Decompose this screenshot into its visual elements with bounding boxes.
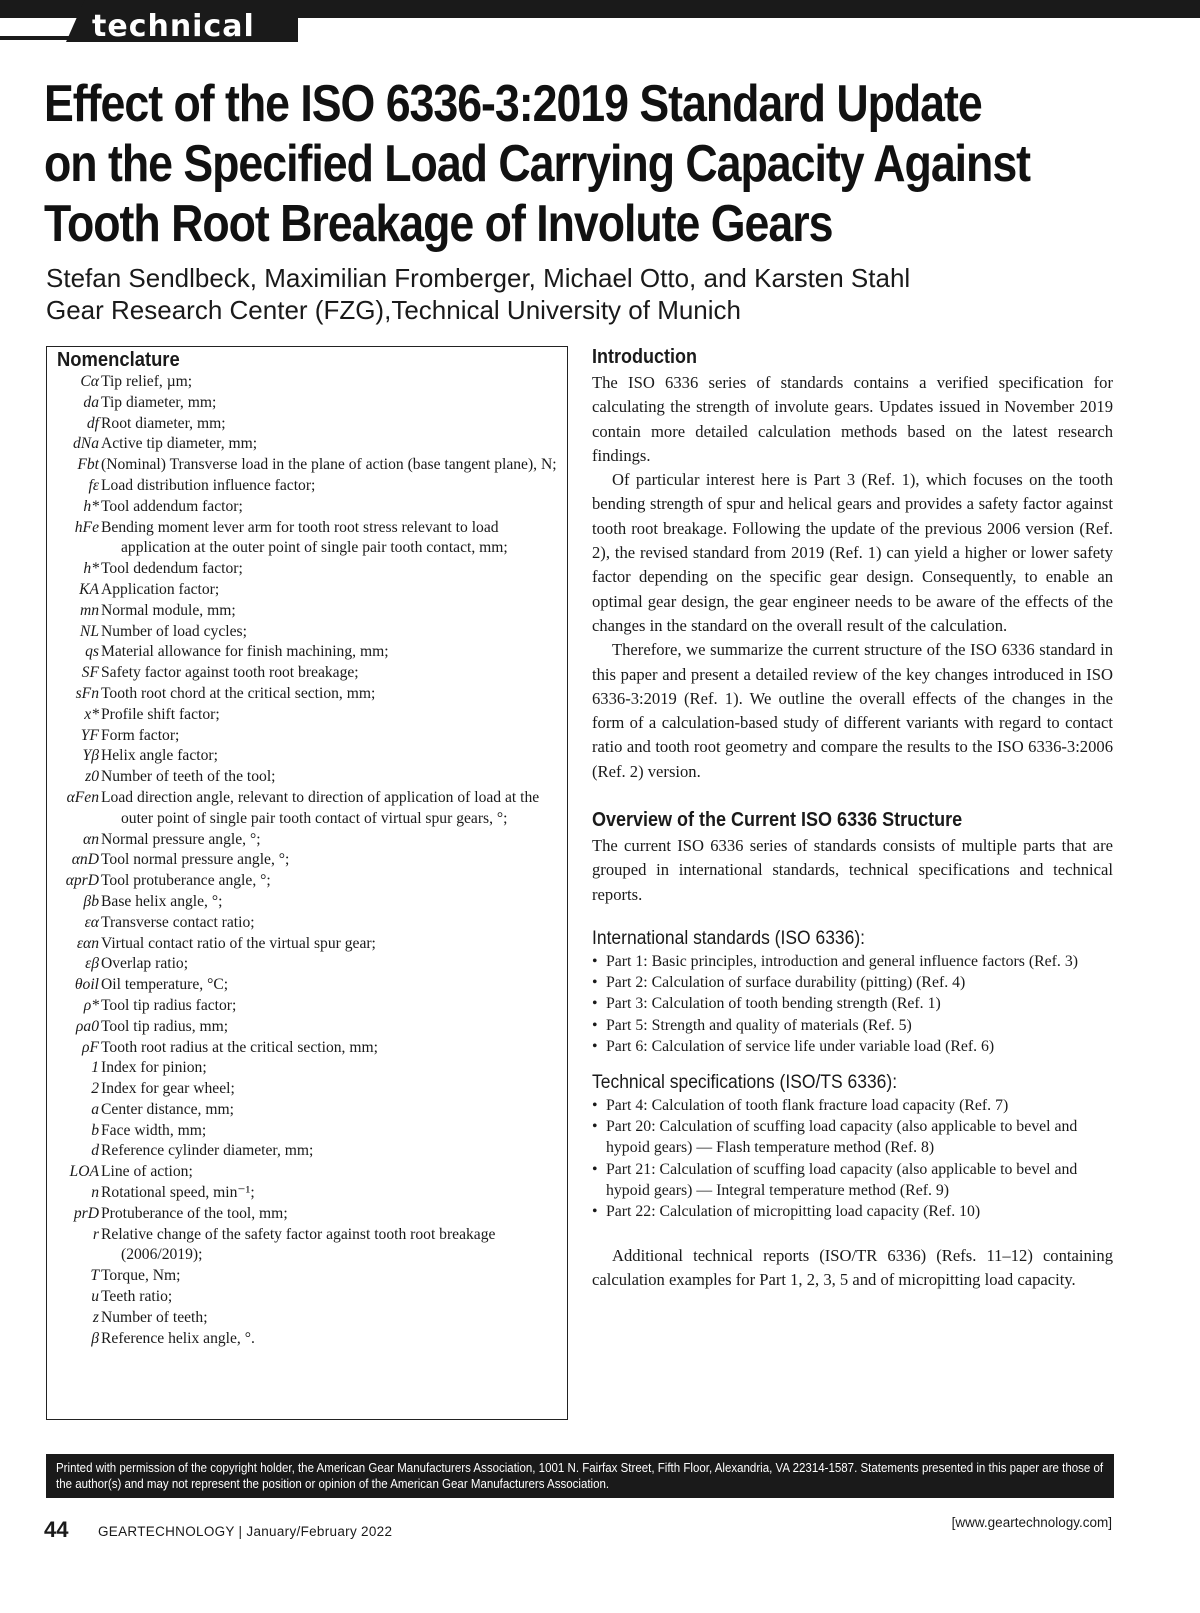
nomenclature-item xyxy=(57,663,562,684)
nomenclature-item xyxy=(57,601,562,622)
nomenclature-item xyxy=(57,850,562,871)
nomenclature-item xyxy=(57,954,562,975)
tech-specs-heading: Technical specifications (ISO/TS 6336): xyxy=(592,1071,898,1093)
nomenclature-symbol: df xyxy=(86,414,99,432)
list-item: • Part 2: Calculation of surface durability (pitting) (Ref. 4) xyxy=(592,972,1113,993)
list-item: • Part 1: Basic principles, introduction and general influence factors (Ref. 3) xyxy=(592,951,1113,972)
nomenclature-item xyxy=(57,913,562,934)
nomenclature-item xyxy=(57,1183,562,1204)
nomenclature-symbol: n xyxy=(91,1184,99,1202)
nomenclature-symbol: εβ xyxy=(85,955,99,973)
nomenclature-item xyxy=(57,497,562,518)
nomenclature-symbol: εα xyxy=(84,913,99,931)
nomenclature-description: Tooth root radius at the critical section, mm; xyxy=(101,1038,378,1056)
nomenclature-item xyxy=(57,767,562,788)
nomenclature-description: Overlap ratio; xyxy=(101,955,189,973)
nomenclature-symbol: u xyxy=(91,1288,99,1306)
nomenclature-item xyxy=(57,622,562,643)
nomenclature-symbol: z xyxy=(92,1308,99,1326)
nomenclature-description: Rotational speed, min⁻¹; xyxy=(101,1184,255,1202)
journal-info: GEARTECHNOLOGY | January/February 2022 xyxy=(98,1524,393,1539)
nomenclature-heading: Nomenclature xyxy=(57,349,180,371)
nomenclature-symbol: qs xyxy=(85,643,99,661)
nomenclature-item xyxy=(57,1204,562,1225)
section-tab-label: technical xyxy=(92,9,255,44)
nomenclature-symbol: T xyxy=(90,1267,99,1285)
nomenclature-symbol: Yβ xyxy=(82,747,99,765)
nomenclature-symbol: ρ* xyxy=(83,996,99,1014)
nomenclature-item xyxy=(57,1121,562,1142)
intl-standards-heading: International standards (ISO 6336): xyxy=(592,927,866,949)
intro-paragraph-3: Therefore, we summarize the current structure of the ISO 6336 standard in this paper and present a detailed review of the key changes introduced in ISO 6336-3:2019 (Ref. 1). We outline the overall effects of the changes in the form of a calculation-based study of different variants with regard to contact ratio and tooth root geometry and compare the results to the ISO 6336-3:2006 (Ref. 2) version. xyxy=(592,640,1113,781)
title-line-2: on the Specified Load Carrying Capacity Against xyxy=(44,135,1031,193)
nomenclature-symbol: sFn xyxy=(75,684,99,702)
nomenclature-symbol: 1 xyxy=(91,1059,99,1077)
nomenclature-description: Tooth root chord at the critical section, mm; xyxy=(101,684,376,702)
nomenclature-description: Reference helix angle, °. xyxy=(101,1329,255,1347)
nomenclature-description: Tool protuberance angle, °; xyxy=(101,872,271,890)
nomenclature-item xyxy=(57,1287,562,1308)
nomenclature-symbol: da xyxy=(83,393,99,411)
nomenclature-symbol: YF xyxy=(80,726,99,744)
nomenclature-description: Index for gear wheel; xyxy=(101,1080,235,1098)
nomenclature-description: Tool normal pressure angle, °; xyxy=(101,851,290,869)
nomenclature-list xyxy=(57,372,562,1349)
nomenclature-symbol: βb xyxy=(83,892,99,910)
nomenclature-description: Tool addendum factor; xyxy=(101,497,243,515)
nomenclature-symbol: x* xyxy=(84,705,99,723)
nomenclature-description: Transverse contact ratio; xyxy=(101,913,255,931)
nomenclature-item xyxy=(57,1266,562,1287)
nomenclature-item xyxy=(57,455,562,476)
nomenclature-description: Virtual contact ratio of the virtual spur gear; xyxy=(101,934,376,952)
nomenclature-item xyxy=(57,1079,562,1100)
nomenclature-item xyxy=(57,726,562,747)
nomenclature-item xyxy=(57,1162,562,1183)
nomenclature-description: Helix angle factor; xyxy=(101,747,218,765)
nomenclature-symbol: αnD xyxy=(71,851,99,869)
author-affiliation: Gear Research Center (FZG),Technical University of Munich xyxy=(46,295,742,325)
nomenclature-item xyxy=(57,434,562,455)
nomenclature-symbol: SF xyxy=(81,664,99,682)
nomenclature-symbol: h* xyxy=(83,497,99,515)
nomenclature-item xyxy=(57,746,562,767)
nomenclature-description: Center distance, mm; xyxy=(101,1100,234,1118)
header-rule-left xyxy=(0,36,74,40)
section-header-bar xyxy=(0,0,1200,44)
nomenclature-description: Application factor; xyxy=(101,580,220,598)
list-item: • Part 6: Calculation of service life under variable load (Ref. 6) xyxy=(592,1036,1113,1057)
nomenclature-item xyxy=(57,580,562,601)
nomenclature-symbol: αprD xyxy=(65,872,99,890)
list-item: • Part 20: Calculation of scuffing load capacity (also applicable to bevel and hypoid gears) — Flash temperature method (Ref. 8) xyxy=(592,1116,1113,1158)
intro-paragraph-2: Of particular interest here is Part 3 (Ref. 1), which focuses on the tooth bending strength of spur and helical gears and provides a safety factor against tooth root breakage. Following the update of the previous 2006 version (Ref. 2), the revised standard from 2019 (Ref. 1) can yield a higher or lower safety factor depending on the specific gear design. Consequently, to enable an optimal gear design, the gear engineer needs to be aware of the effects of the changes in the standard on the overall result of the calculation. xyxy=(592,470,1113,635)
nomenclature-symbol: h* xyxy=(83,560,99,578)
permission-notice-bar xyxy=(46,1454,1114,1498)
intl-standards-list xyxy=(592,951,1113,1057)
nomenclature-description: Safety factor against tooth root breakage; xyxy=(101,664,359,682)
nomenclature-description: Face width, mm; xyxy=(101,1121,207,1139)
nomenclature-description: Relative change of the safety factor against tooth root breakage (2006/2019); xyxy=(101,1225,496,1264)
nomenclature-item xyxy=(57,830,562,851)
nomenclature-description: Active tip diameter, mm; xyxy=(101,435,258,453)
nomenclature-symbol: KA xyxy=(79,580,99,598)
nomenclature-symbol: b xyxy=(91,1121,99,1139)
nomenclature-description: Normal pressure angle, °; xyxy=(101,830,261,848)
article-title xyxy=(44,74,1162,254)
nomenclature-item xyxy=(57,414,562,435)
nomenclature-symbol: fε xyxy=(88,476,99,494)
nomenclature-symbol: ρF xyxy=(81,1038,99,1056)
nomenclature-description: Bending moment lever arm for tooth root stress relevant to load application at the outer point of single pair tooth contact, mm; xyxy=(101,518,508,557)
nomenclature-item xyxy=(57,372,562,393)
intro-paragraph-1: The ISO 6336 series of standards contains a verified specification for calculating the strength of involute gears. Updates issued in November 2019 contain more detailed calculation methods based on the latest research findings. xyxy=(592,373,1113,465)
nomenclature-symbol: mn xyxy=(79,601,99,619)
list-item: • Part 5: Strength and quality of materials (Ref. 5) xyxy=(592,1015,1113,1036)
nomenclature-symbol: a xyxy=(91,1100,99,1118)
nomenclature-symbol: θoil xyxy=(74,976,99,994)
overview-paragraph-1: The current ISO 6336 series of standards consists of multiple parts that are grouped in international standards, technical specifications and technical reports. xyxy=(592,836,1113,904)
nomenclature-description: Load distribution influence factor; xyxy=(101,476,316,494)
nomenclature-symbol: αFen xyxy=(66,788,99,806)
nomenclature-symbol: NL xyxy=(79,622,99,640)
nomenclature-item xyxy=(57,684,562,705)
nomenclature-symbol: z0 xyxy=(85,768,99,786)
nomenclature-item xyxy=(57,788,562,830)
page-number: 44 xyxy=(44,1517,69,1542)
nomenclature-description: Number of teeth of the tool; xyxy=(101,768,276,786)
right-column xyxy=(592,344,1113,1293)
nomenclature-description: Teeth ratio; xyxy=(101,1288,173,1306)
nomenclature-symbol: Fbt xyxy=(77,456,99,474)
nomenclature-symbol: LOA xyxy=(69,1163,99,1181)
nomenclature-item xyxy=(57,642,562,663)
nomenclature-description: Root diameter, mm; xyxy=(101,414,226,432)
overview-paragraph-2: Additional technical reports (ISO/TR 6336) (Refs. 11–12) containing calculation examples for Part 1, 2, 3, 5 and of micropitting load capacity. xyxy=(592,1246,1113,1290)
nomenclature-item xyxy=(57,975,562,996)
nomenclature-item xyxy=(57,1308,562,1329)
nomenclature-description: Oil temperature, °C; xyxy=(101,976,229,994)
author-block xyxy=(46,262,910,326)
nomenclature-item xyxy=(57,934,562,955)
nomenclature-description: Number of teeth; xyxy=(101,1308,208,1326)
nomenclature-item xyxy=(57,1038,562,1059)
title-line-3: Tooth Root Breakage of Involute Gears xyxy=(44,195,833,253)
journal-url: [www.geartechnology.com] xyxy=(951,1515,1112,1530)
permission-notice: Printed with permission of the copyright holder, the American Gear Manufacturers Association, 1001 N. Fairfax Street, Fifth Floor, Alexandria, VA 22314-1587. Statements presented in this paper are those of the author(s) and may not represent the position or opinion of the American Gear Manufacturers Association. xyxy=(56,1460,1104,1491)
nomenclature-description: Tool dedendum factor; xyxy=(101,560,243,578)
nomenclature-description: Reference cylinder diameter, mm; xyxy=(101,1142,314,1160)
nomenclature-item xyxy=(57,393,562,414)
nomenclature-item xyxy=(57,871,562,892)
tech-specs-list xyxy=(592,1095,1113,1222)
nomenclature-description: Line of action; xyxy=(101,1163,193,1181)
nomenclature-item xyxy=(57,1141,562,1162)
nomenclature-item xyxy=(57,559,562,580)
nomenclature-item xyxy=(57,518,562,560)
nomenclature-item xyxy=(57,1017,562,1038)
nomenclature-description: Load direction angle, relevant to direction of application of load at the outer point of single pair tooth contact of virtual spur gears, °; xyxy=(101,788,540,827)
nomenclature-symbol: 2 xyxy=(91,1080,99,1098)
nomenclature-description: Number of load cycles; xyxy=(101,622,247,640)
list-item: • Part 4: Calculation of tooth flank fracture load capacity (Ref. 7) xyxy=(592,1095,1113,1116)
nomenclature-symbol: β xyxy=(91,1329,99,1347)
nomenclature-symbol: ρa0 xyxy=(75,1017,99,1035)
nomenclature-item xyxy=(57,892,562,913)
nomenclature-symbol: r xyxy=(92,1225,99,1243)
nomenclature-item xyxy=(57,1329,562,1350)
list-item: • Part 3: Calculation of tooth bending strength (Ref. 1) xyxy=(592,993,1113,1014)
nomenclature-symbol: d xyxy=(91,1142,99,1160)
nomenclature-description: Profile shift factor; xyxy=(101,705,220,723)
nomenclature-description: Tool tip radius factor; xyxy=(101,996,237,1014)
nomenclature-box xyxy=(46,346,568,1420)
nomenclature-item xyxy=(57,1058,562,1079)
nomenclature-description: (Nominal) Transverse load in the plane of action (base tangent plane), N; xyxy=(101,456,557,474)
author-names: Stefan Sendlbeck, Maximilian Fromberger, Michael Otto, and Karsten Stahl xyxy=(46,263,911,293)
title-line-1: Effect of the ISO 6336-3:2019 Standard Update xyxy=(44,75,982,133)
nomenclature-symbol: dNa xyxy=(73,435,99,453)
nomenclature-description: Tool tip radius, mm; xyxy=(101,1017,229,1035)
overview-heading: Overview of the Current ISO 6336 Structure xyxy=(592,809,963,832)
nomenclature-symbol: hFe xyxy=(74,518,99,536)
nomenclature-symbol: Cα xyxy=(80,373,99,390)
list-item: • Part 21: Calculation of scuffing load capacity (also applicable to bevel and hypoid gears) — Integral temperature method (Ref. 9) xyxy=(592,1159,1113,1201)
nomenclature-description: Protuberance of the tool, mm; xyxy=(101,1204,288,1222)
nomenclature-symbol: αn xyxy=(83,830,99,848)
nomenclature-item xyxy=(57,476,562,497)
nomenclature-description: Material allowance for finish machining, mm; xyxy=(101,643,389,661)
nomenclature-item xyxy=(57,996,562,1017)
nomenclature-description: Index for pinion; xyxy=(101,1059,207,1077)
nomenclature-symbol: prD xyxy=(73,1204,99,1222)
nomenclature-item xyxy=(57,1100,562,1121)
nomenclature-description: Torque, Nm; xyxy=(101,1267,181,1285)
nomenclature-description: Form factor; xyxy=(101,726,180,744)
nomenclature-item xyxy=(57,705,562,726)
nomenclature-description: Normal module, mm; xyxy=(101,601,236,619)
nomenclature-item xyxy=(57,1225,562,1267)
nomenclature-symbol: εαn xyxy=(76,934,99,952)
list-item: • Part 22: Calculation of micropitting load capacity (Ref. 10) xyxy=(592,1201,1113,1222)
nomenclature-description: Tip diameter, mm; xyxy=(101,393,217,411)
nomenclature-description: Base helix angle, °; xyxy=(101,892,223,910)
nomenclature-description: Tip relief, µm; xyxy=(101,373,193,390)
introduction-heading: Introduction xyxy=(592,346,697,368)
